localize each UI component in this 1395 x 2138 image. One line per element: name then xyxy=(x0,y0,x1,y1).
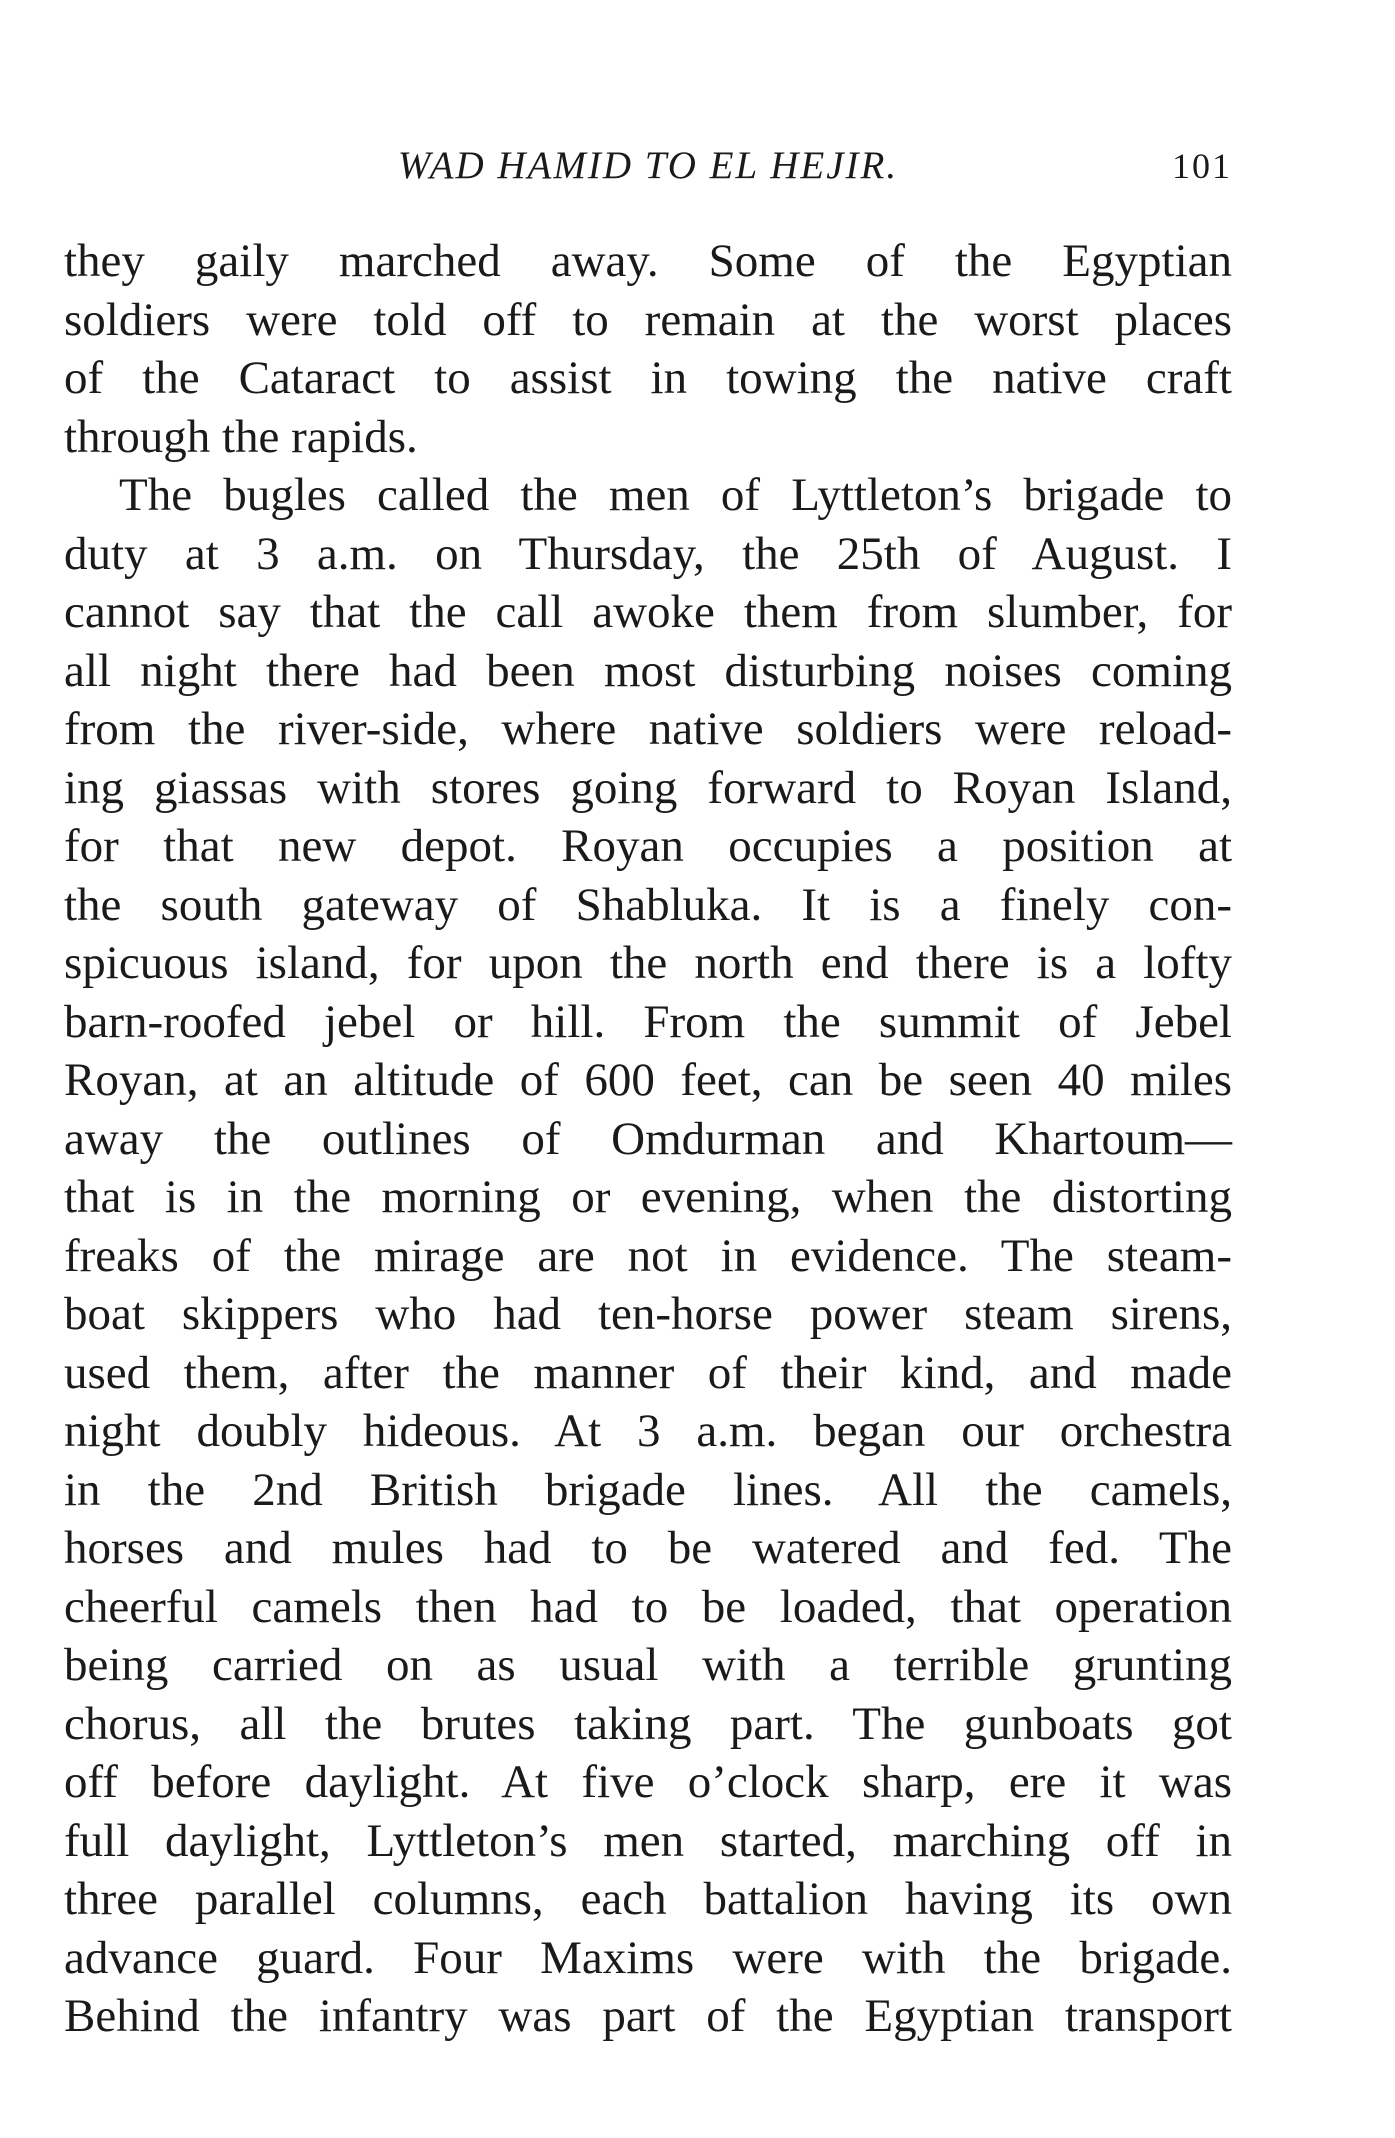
text-line: freaks of the mirage are not in evidence. The steam- xyxy=(64,1229,1232,1282)
text-line: in the 2nd British brigade lines. All the camels, xyxy=(64,1463,1232,1516)
text-line: The bugles called the men of Lyttleton’s brigade to xyxy=(119,469,1232,521)
text-line: ing giassas with stores going forward to Royan Island, xyxy=(64,761,1232,814)
text-line: chorus, all the brutes taking part. The gunboats got xyxy=(64,1697,1232,1750)
text-line: through the rapids. xyxy=(64,410,418,463)
text-line: that is in the morning or evening, when the distorting xyxy=(64,1171,1232,1223)
text-line: cheerful camels then had to be loaded, that operation xyxy=(64,1580,1232,1633)
text-line: the south gateway of Shabluka. It is a finely con- xyxy=(64,878,1232,931)
text-line: duty at 3 a.m. on Thursday, the 25th of August. I xyxy=(64,527,1232,580)
running-head xyxy=(64,138,1232,194)
text-line: soldiers were told off to remain at the worst places xyxy=(64,293,1232,346)
text-line: Royan, at an altitude of 600 feet, can be seen 40 miles xyxy=(64,1054,1232,1106)
text-line: for that new depot. Royan occupies a position at xyxy=(64,820,1232,872)
text-line: night doubly hideous. At 3 a.m. began our orchestra xyxy=(64,1405,1232,1457)
page-number: 101 xyxy=(1172,146,1232,186)
text-line: barn-roofed jebel or hill. From the summit of Jebel xyxy=(64,995,1232,1048)
text-line: Behind the infantry was part of the Egyptian transport xyxy=(64,1990,1232,2042)
text-line: spicuous island, for upon the north end there is a lofty xyxy=(64,937,1232,989)
text-line: three parallel columns, each battalion having its own xyxy=(64,1873,1232,1925)
text-line: horses and mules had to be watered and fed. The xyxy=(64,1522,1232,1574)
body-text xyxy=(64,232,1232,2046)
running-title: WAD HAMID TO EL HEJIR. xyxy=(397,144,899,187)
text-line: advance guard. Four Maxims were with the brigade. xyxy=(64,1931,1232,1984)
text-line: they gaily marched away. Some of the Egyptian xyxy=(64,235,1232,287)
text-line: boat skippers who had ten-horse power steam sirens, xyxy=(64,1288,1232,1340)
text-line: from the river-side, where native soldiers were reload- xyxy=(64,703,1232,755)
text-line: of the Cataract to assist in towing the native craft xyxy=(64,352,1232,404)
text-line: full daylight, Lyttleton’s men started, marching off in xyxy=(64,1814,1232,1867)
text-line: all night there had been most disturbing noises coming xyxy=(64,644,1232,697)
text-line: cannot say that the call awoke them from slumber, for xyxy=(64,586,1232,638)
text-line: being carried on as usual with a terrible grunting xyxy=(64,1639,1232,1691)
text-line: used them, after the manner of their kind, and made xyxy=(64,1346,1232,1399)
text-line: off before daylight. At five o’clock sharp, ere it was xyxy=(64,1756,1232,1808)
text-line: away the outlines of Omdurman and Khartoum— xyxy=(64,1112,1232,1165)
